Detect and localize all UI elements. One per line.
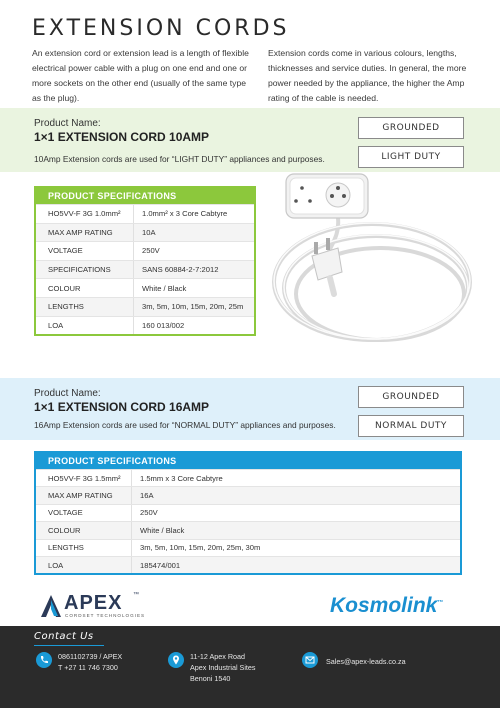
spec-row xyxy=(36,504,460,521)
product1-spec-table xyxy=(34,186,256,336)
spec-value: 3m, 5m, 10m, 15m, 20m, 25m xyxy=(142,302,244,312)
contact-email[interactable]: Sales@apex-leads.co.za xyxy=(326,657,406,666)
tag-grounded: GROUNDED xyxy=(358,386,464,408)
spec-value: 3m, 5m, 10m, 15m, 20m, 25m, 30m xyxy=(140,543,261,553)
spec-key: LOA xyxy=(36,317,134,335)
spec-row xyxy=(36,539,460,556)
spec-row xyxy=(36,316,254,335)
spec-rows xyxy=(36,469,460,573)
spec-row xyxy=(36,556,460,573)
intro-text-left: An extension cord or extension lead is a length of flexible electrical power cable with a plug on one end and one or more sockets on the other end (usually of the same type as the plug). xyxy=(32,48,249,103)
spec-row xyxy=(36,223,254,242)
product2-name: 1×1 EXTENSION CORD 16AMP xyxy=(34,400,210,414)
extension-cord-image xyxy=(268,168,478,364)
spec-key: SPECIFICATIONS xyxy=(36,261,134,279)
product2-description: 16Amp Extension cords are used for “NORMAL DUTY” appliances and purposes. xyxy=(34,420,336,430)
spec-key: LENGTHS xyxy=(36,298,134,316)
spec-key: VOLTAGE xyxy=(36,505,132,521)
spec-row xyxy=(36,521,460,538)
location-pin-icon xyxy=(168,652,184,668)
contact-address-line-2: Apex Industrial Sites xyxy=(190,663,256,672)
tag-grounded: GROUNDED xyxy=(358,117,464,139)
spec-key: LENGTHS xyxy=(36,540,132,556)
tag-normal-duty: NORMAL DUTY xyxy=(358,415,464,437)
spec-key: VOLTAGE xyxy=(36,242,134,260)
spec-rows xyxy=(36,204,254,334)
contact-footer xyxy=(0,626,500,708)
spec-value: 1.0mm² x 3 Core Cabtyre xyxy=(142,209,228,219)
spec-value: 160 013/002 xyxy=(142,320,185,330)
kosmolink-wordmark: Kosmolink xyxy=(330,594,438,617)
spec-key: HO5VV-F 3G 1.0mm² xyxy=(36,205,134,223)
apex-logo xyxy=(40,592,170,622)
spec-key: MAX AMP RATING xyxy=(36,487,132,503)
product1-label: Product Name: xyxy=(34,118,101,129)
page-title: EXTENSION CORDS xyxy=(32,16,290,41)
spec-key: MAX AMP RATING xyxy=(36,224,134,242)
contact-address-line-3: Benoni 1540 xyxy=(190,674,231,683)
spec-row xyxy=(36,260,254,279)
spec-value: White / Black xyxy=(142,283,187,293)
spec-row xyxy=(36,486,460,503)
product1-description: 10Amp Extension cords are used for “LIGHT DUTY” appliances and purposes. xyxy=(34,154,325,164)
spec-value: 10A xyxy=(142,227,156,237)
spec-table-header: PRODUCT SPECIFICATIONS xyxy=(36,453,460,469)
spec-row xyxy=(36,278,254,297)
kosmolink-trademark: ™ xyxy=(437,600,444,606)
spec-row xyxy=(36,469,460,486)
spec-row xyxy=(36,297,254,316)
contact-address-line-1: 11-12 Apex Road xyxy=(190,652,246,661)
spec-value: 16A xyxy=(140,491,154,501)
apex-trademark: ™ xyxy=(133,592,139,598)
spec-value: SANS 60884-2-7:2012 xyxy=(142,265,219,275)
apex-wordmark: APEX xyxy=(64,592,123,614)
apex-subtitle: CORDSET TECHNOLOGIES xyxy=(65,613,146,618)
product2-label: Product Name: xyxy=(34,388,101,399)
spec-key: COLOUR xyxy=(36,522,132,538)
spec-value: 185474/001 xyxy=(140,560,181,570)
spec-key: COLOUR xyxy=(36,279,134,297)
contact-phone-2[interactable]: T +27 11 746 7300 xyxy=(58,663,118,672)
spec-table-header: PRODUCT SPECIFICATIONS xyxy=(36,188,254,204)
spec-key: HO5VV-F 3G 1.5mm² xyxy=(36,470,132,486)
product1-name: 1×1 EXTENSION CORD 10AMP xyxy=(34,130,210,144)
contact-title: Contact Us xyxy=(34,631,94,642)
intro-text-right: Extension cords come in various colours, lengths, thicknesses and service duties. In general, the more power needed by the appliance, the higher the Amp rating of the cable is needed. xyxy=(268,48,467,103)
apex-logo-icon xyxy=(40,594,62,618)
email-icon xyxy=(302,652,318,668)
phone-icon xyxy=(36,652,52,668)
spec-row xyxy=(36,204,254,223)
spec-key: LOA xyxy=(36,557,132,573)
tag-light-duty: LIGHT DUTY xyxy=(358,146,464,168)
spec-value: 250V xyxy=(142,246,160,256)
spec-value: 1.5mm x 3 Core Cabtyre xyxy=(140,473,223,483)
contact-phone-1[interactable]: 0861102739 / APEX xyxy=(58,652,123,661)
spec-value: 250V xyxy=(140,508,158,518)
kosmolink-logo xyxy=(330,594,443,618)
product2-spec-table xyxy=(34,451,462,575)
spec-row xyxy=(36,241,254,260)
spec-value: White / Black xyxy=(140,525,185,535)
